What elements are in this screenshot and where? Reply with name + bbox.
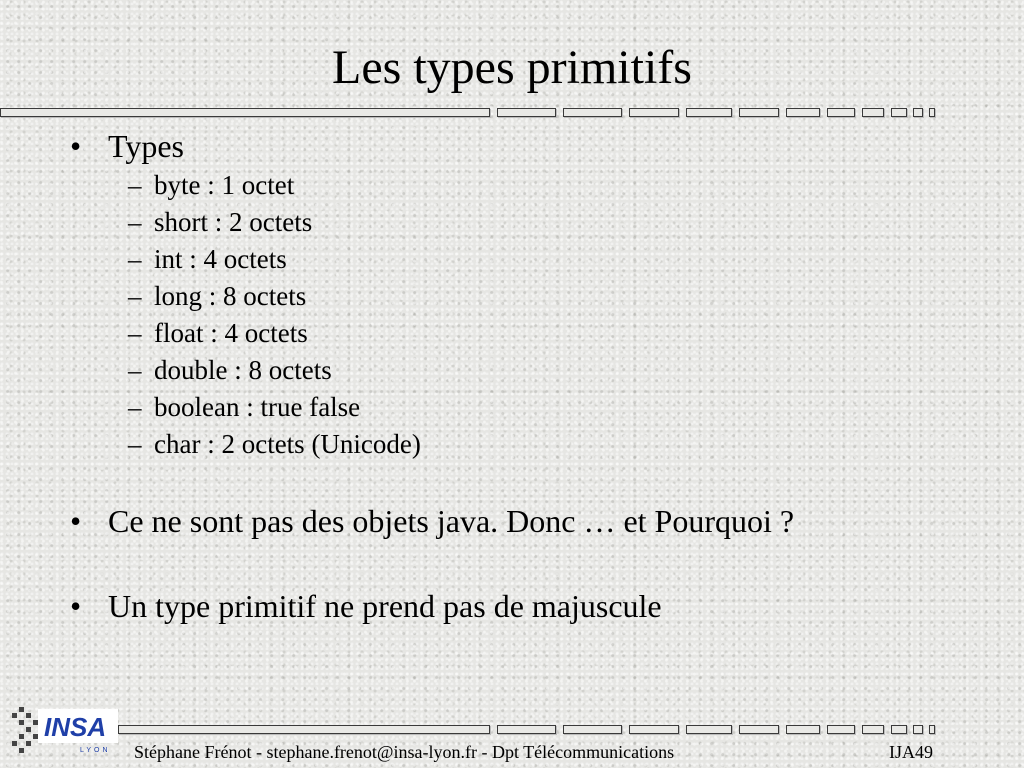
sub-item-text: double : 8 octets (154, 355, 332, 385)
dash-marker: – (128, 281, 142, 311)
dash-marker: – (128, 429, 142, 459)
sub-item-long (128, 280, 306, 312)
bullet-text: Types (108, 128, 184, 164)
sub-item-float (128, 317, 308, 349)
dash-marker: – (128, 170, 142, 200)
bullet-text: Ce ne sont pas des objets java. Donc … et Pourquoi ? (108, 503, 795, 539)
sub-item-short (128, 206, 312, 238)
sub-item-int (128, 243, 287, 275)
sub-item-text: int : 4 octets (154, 244, 287, 274)
bullet-not-objects (70, 502, 794, 540)
sub-item-text: char : 2 octets (Unicode) (154, 429, 421, 459)
footer-author: Stéphane Frénot - stephane.frenot@insa-lyon.fr - Dpt Télécommunications (134, 742, 675, 762)
bullet-marker: • (70, 128, 82, 164)
dash-marker: – (128, 392, 142, 422)
sub-item-boolean (128, 391, 360, 423)
sub-item-double (128, 354, 332, 386)
bullet-text: Un type primitif ne prend pas de majuscule (108, 588, 662, 624)
sub-item-text: byte : 1 octet (154, 170, 295, 200)
dash-marker: – (128, 355, 142, 385)
sub-item-text: short : 2 octets (154, 207, 313, 237)
bullet-marker: • (70, 503, 82, 539)
insa-lyon-logo (8, 703, 120, 759)
logo-text: INSA (44, 712, 107, 742)
sub-item-text: boolean : true false (154, 392, 361, 422)
sub-item-byte (128, 169, 294, 201)
dash-marker: – (128, 244, 142, 274)
sub-item-text: long : 8 octets (154, 281, 307, 311)
bullet-no-uppercase (70, 587, 662, 625)
dash-marker: – (128, 318, 142, 348)
logo-subtext: LYON (80, 747, 111, 754)
sub-item-char (128, 428, 421, 460)
bullet-marker: • (70, 588, 82, 624)
sub-item-text: float : 4 octets (154, 318, 308, 348)
bullet-types (70, 127, 184, 165)
slide-title: Les types primitifs (332, 41, 692, 94)
page-number: IJA49 (889, 742, 933, 762)
dash-marker: – (128, 207, 142, 237)
